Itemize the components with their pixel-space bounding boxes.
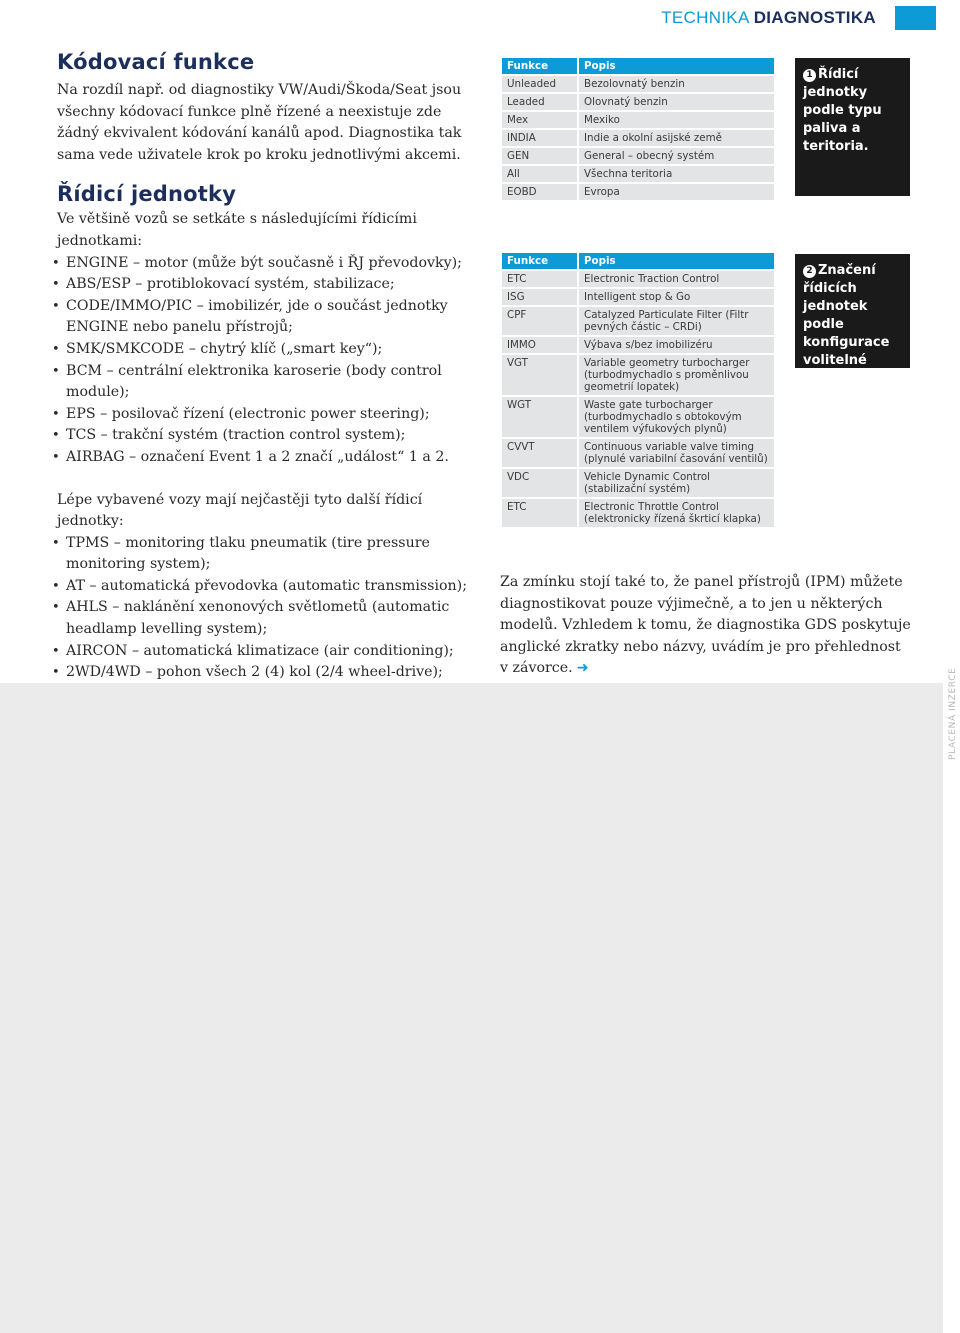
table-cell: CVVT (502, 439, 577, 467)
heading-coding-functions: Kódovací funkce (57, 50, 255, 74)
table-cell: Indie a okolní asijské země (579, 130, 774, 146)
list-item: • AIRCON – automatická klimatizace (air conditioning); (57, 641, 482, 663)
table-cell: CPF (502, 307, 577, 335)
table-cell: Continuous variable valve timing (plynulé variabilní časování ventilů) (579, 439, 774, 467)
caption-box-1 (795, 58, 910, 196)
table-row (502, 397, 774, 437)
table-row (502, 499, 774, 527)
table-header-cell: Funkce (502, 253, 577, 269)
table-row (502, 184, 774, 200)
list-item: • ENGINE – motor (může být současně i ŘJ převodovky); (57, 253, 482, 275)
table-cell: Olovnatý benzin (579, 94, 774, 110)
table-cell: ETC (502, 499, 577, 527)
table-cell: Mex (502, 112, 577, 128)
table-cell: Všechna teritoria (579, 166, 774, 182)
table-header-row (502, 58, 774, 74)
table-cell: VGT (502, 355, 577, 395)
table-optional-equipment (502, 253, 774, 529)
caption-number-2: 2 (803, 265, 816, 278)
list-item: • AHLS – naklánění xenonových světlometů (automatic headlamp levelling system); (57, 597, 482, 640)
table-row (502, 307, 774, 335)
table-cell: Catalyzed Particulate Filter (Filtr pevných částic – CRDi) (579, 307, 774, 335)
table-row (502, 166, 774, 182)
continue-arrow-icon: ➜ (576, 660, 589, 677)
table-cell: Bezolovnatý benzin (579, 76, 774, 92)
table-header-cell: Funkce (502, 58, 577, 74)
list-item: • CODE/IMMO/PIC – imobilizér, jde o součást jednotky ENGINE nebo panelu přístrojů; (57, 296, 482, 339)
header-color-block (895, 6, 936, 30)
paragraph-ipm-text: Za zmínku stojí také to, že panel přístrojů (IPM) můžete diagnostikovat pouze výjimečně, a to jen u některých modelů. Vzhledem k tomu, že diagnostika GDS poskytuje anglické zkratky nebo názvy, uvádím je pro přehlednost v závorce. (500, 574, 911, 677)
table-cell: Unleaded (502, 76, 577, 92)
table-cell: ISG (502, 289, 577, 305)
table-row (502, 271, 774, 287)
list-item: • AIRBAG – označení Event 1 a 2 značí „událost“ 1 a 2. (57, 447, 482, 469)
table-cell: Electronic Traction Control (579, 271, 774, 287)
list-item: • AT – automatická převodovka (automatic transmission); (57, 576, 482, 598)
table-cell: IMMO (502, 337, 577, 353)
table-cell: WGT (502, 397, 577, 437)
header-subsection: DIAGNOSTIKA (753, 8, 876, 27)
caption-box-2 (795, 254, 910, 386)
running-header (661, 8, 876, 28)
table-row (502, 76, 774, 92)
table-row (502, 439, 774, 467)
table-cell: GEN (502, 148, 577, 164)
table-cell: Intelligent stop & Go (579, 289, 774, 305)
paragraph-control-units-intro: Ve většině vozů se setkáte s následujícími řídicími jednotkami: (57, 211, 417, 249)
paragraph-coding: Na rozdíl např. od diagnostiky VW/Audi/Škoda/Seat jsou všechny kódovací funkce plně řízené a neexistuje zde žádný ekvivalent kódování kanálů apod. Diagnostika tak sama vede uživatele krok po kroku jednotlivými akcemi. (57, 82, 462, 163)
paragraph-extra-units-intro: Lépe vybavené vozy mají nejčastěji tyto další řídicí jednotky: (57, 491, 423, 530)
list-item: • 2WD/4WD – pohon všech 2 (4) kol (2/4 wheel-drive); (57, 662, 482, 684)
paragraph-ipm (500, 572, 912, 680)
caption-text-1: Řídicí jednotky podle typu paliva a teritoria. (803, 67, 882, 154)
table-header-cell: Popis (579, 58, 774, 74)
list-extra-control-units (57, 533, 482, 706)
table-header-cell: Popis (579, 253, 774, 269)
advertisement-area (0, 683, 943, 1333)
table-fuel-territory (502, 58, 774, 202)
caption-number-1: 1 (803, 69, 816, 82)
caption-text-2: Značení řídicích jednotek podle konfigurace volitelné výbavy. (803, 263, 890, 386)
table-cell: General – obecný systém (579, 148, 774, 164)
table-row (502, 355, 774, 395)
list-item: • BCM – centrální elektronika karoserie (body control module); (57, 361, 482, 404)
left-column (57, 50, 482, 705)
list-basic-control-units (57, 253, 482, 469)
table-header-row (502, 253, 774, 269)
advertisement-label: PLACENÁ INZERCE (948, 667, 958, 760)
heading-control-units: Řídicí jednotky (57, 182, 237, 207)
table-cell: Leaded (502, 94, 577, 110)
table-cell: Výbava s/bez imobilizéru (579, 337, 774, 353)
table-cell: Mexiko (579, 112, 774, 128)
table-row (502, 337, 774, 353)
table-cell: All (502, 166, 577, 182)
table-cell: Vehicle Dynamic Control (stabilizační systém) (579, 469, 774, 497)
table-cell: Electronic Throttle Control (elektronicky řízená škrticí klapka) (579, 499, 774, 527)
table-row (502, 289, 774, 305)
list-item: • TPMS – monitoring tlaku pneumatik (tire pressure monitoring system); (57, 533, 482, 576)
table-cell: VDC (502, 469, 577, 497)
table-row (502, 94, 774, 110)
table-cell: Waste gate turbocharger (turbodmychadlo s obtokovým ventilem výfukových plynů) (579, 397, 774, 437)
table-cell: INDIA (502, 130, 577, 146)
table-row (502, 112, 774, 128)
table-cell: EOBD (502, 184, 577, 200)
table-row (502, 469, 774, 497)
table-cell: Evropa (579, 184, 774, 200)
table-cell: Variable geometry turbocharger (turbodmychadlo s proměnlivou geometrií lopatek) (579, 355, 774, 395)
list-item: • SMK/SMKCODE – chytrý klíč („smart key“); (57, 339, 482, 361)
list-item: • TCS – trakční systém (traction control system); (57, 425, 482, 447)
list-item: • ABS/ESP – protiblokovací systém, stabilizace; (57, 274, 482, 296)
table-row (502, 148, 774, 164)
list-item: • EPS – posilovač řízení (electronic power steering); (57, 404, 482, 426)
table-row (502, 130, 774, 146)
header-section: TECHNIKA (661, 8, 749, 27)
table-cell: ETC (502, 271, 577, 287)
